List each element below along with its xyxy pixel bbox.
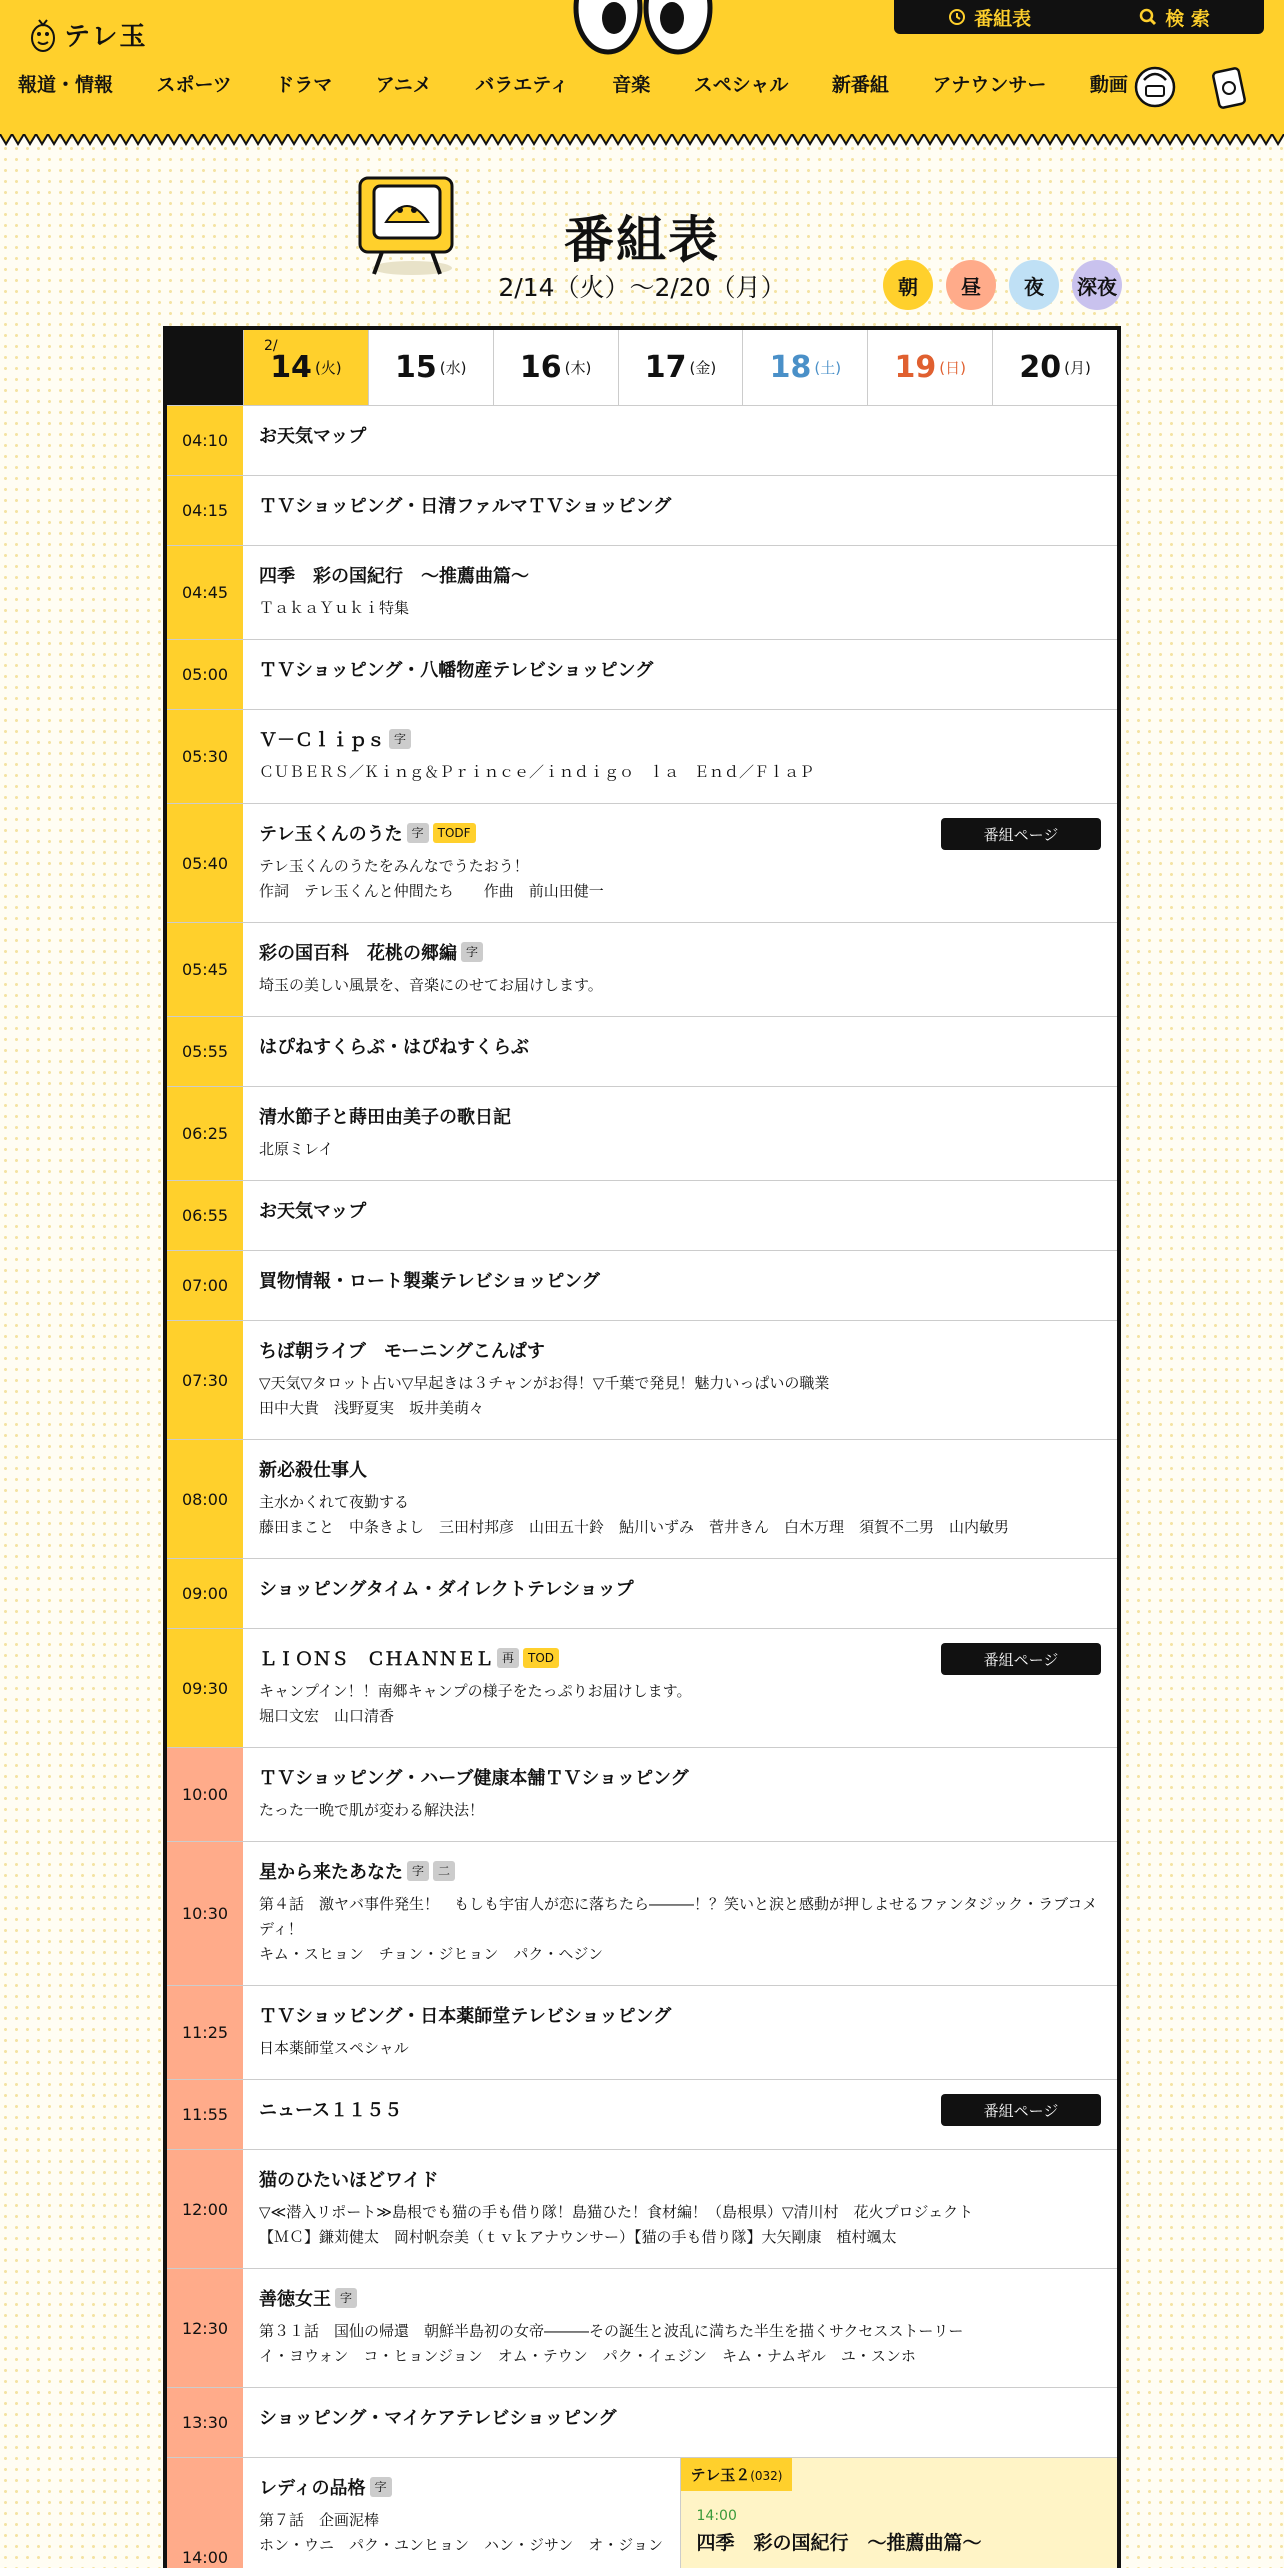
program-title-text: 清水節子と蒔田由美子の歌日記 bbox=[259, 1107, 511, 1128]
description-line: キム・スヒョン チョン・ジヒョン パク・ヘジン bbox=[259, 1945, 604, 1963]
day-weekday: (火) bbox=[314, 359, 342, 377]
program-cell[interactable] bbox=[243, 640, 1117, 709]
program-title[interactable] bbox=[259, 1103, 1101, 1129]
program-row bbox=[167, 476, 1117, 546]
clock-icon bbox=[948, 8, 966, 26]
program-tag: 字 bbox=[461, 942, 483, 962]
subchannel-code: (032) bbox=[750, 2469, 783, 2483]
day-tabs bbox=[167, 330, 1117, 406]
program-cell[interactable] bbox=[243, 2388, 1117, 2457]
program-title-text: はぴねすくらぶ・はぴねすくらぶ bbox=[259, 1037, 529, 1058]
program-title-text: ＬＩＯＮＳ ＣＨＡＮＮＥＬ bbox=[259, 1649, 493, 1670]
day-weekday: (水) bbox=[439, 359, 467, 377]
program-time: 05:55 bbox=[167, 1017, 243, 1086]
program-time: 07:00 bbox=[167, 1251, 243, 1320]
program-title-text: 善徳女王 bbox=[259, 2289, 331, 2310]
program-description bbox=[259, 2200, 1101, 2250]
program-title-text: ＴＶショッピング・八幡物産テレビショッピング bbox=[259, 660, 654, 681]
program-title-text: ショッピング・マイケアテレビショッピング bbox=[259, 2408, 617, 2429]
program-time: 12:30 bbox=[167, 2269, 243, 2387]
program-time: 09:30 bbox=[167, 1629, 243, 1747]
nav-anime[interactable]: アニメ bbox=[375, 74, 432, 96]
program-row bbox=[167, 2150, 1117, 2269]
program-row bbox=[167, 1629, 1117, 1748]
date-range: 2/14（火）〜2/20（月） bbox=[498, 273, 786, 302]
program-title-text: ＴＶショッピング・ハーブ健康本舗ＴＶショッピング bbox=[259, 1768, 689, 1789]
teletama-mascot-icon bbox=[30, 14, 56, 54]
program-time: 09:00 bbox=[167, 1559, 243, 1628]
program-title-text: 星から来たあなた bbox=[259, 1862, 403, 1883]
program-row bbox=[167, 1251, 1117, 1321]
program-cell[interactable] bbox=[243, 1559, 1117, 1628]
program-title[interactable] bbox=[259, 1858, 1101, 1884]
day-weekday: (土) bbox=[814, 359, 842, 377]
program-page-button[interactable]: 番組ページ bbox=[941, 2094, 1101, 2126]
program-time: 05:00 bbox=[167, 640, 243, 709]
program-cell[interactable] bbox=[243, 546, 1117, 639]
description-line: ＴａｋａＹｕｋｉ特集 bbox=[259, 599, 410, 617]
day-tab[interactable] bbox=[493, 330, 618, 405]
program-row bbox=[167, 2388, 1117, 2458]
description-line: 北原ミレイ bbox=[259, 1140, 334, 1158]
program-cell[interactable] bbox=[243, 1748, 1117, 1841]
program-list bbox=[167, 406, 1117, 2568]
day-tab[interactable] bbox=[867, 330, 992, 405]
program-title-text: 四季 彩の国紀行 ～推薦曲篇～ bbox=[259, 566, 529, 587]
program-title-text: 買物情報・ロート製薬テレビショッピング bbox=[259, 1271, 600, 1292]
program-description bbox=[259, 973, 1101, 998]
program-row bbox=[167, 710, 1117, 804]
program-row bbox=[167, 1440, 1117, 1559]
program-tag: TOD bbox=[523, 1648, 559, 1668]
program-time: 14:00 bbox=[167, 2458, 243, 2568]
header-zigzag-edge bbox=[0, 134, 1284, 148]
program-cell[interactable] bbox=[243, 476, 1117, 545]
program-title[interactable] bbox=[259, 2002, 1101, 2028]
program-title-text: 彩の国百科 花桃の郷編 bbox=[259, 943, 457, 964]
program-row bbox=[167, 2080, 1117, 2150]
program-cell[interactable] bbox=[243, 1181, 1117, 1250]
program-time: 07:30 bbox=[167, 1321, 243, 1439]
subchannel-tag bbox=[681, 2458, 793, 2491]
description-line: イ・ヨウォン コ・ヒョンジョン オム・テウン パク・イェジン キム・ナムギル ユ・スンホ bbox=[259, 2347, 916, 2365]
program-title[interactable] bbox=[259, 1575, 1101, 1601]
program-time: 04:15 bbox=[167, 476, 243, 545]
program-cell[interactable] bbox=[243, 923, 1117, 1016]
program-cell[interactable] bbox=[243, 406, 1117, 475]
program-title[interactable] bbox=[259, 2166, 1101, 2192]
description-line: 日本薬師堂スペシャル bbox=[259, 2039, 409, 2057]
program-time: 11:55 bbox=[167, 2080, 243, 2149]
subchannel-time: 14:00 bbox=[696, 2508, 737, 2524]
search-link-label: 検 索 bbox=[1165, 7, 1210, 30]
main-nav bbox=[18, 70, 1128, 97]
program-title-text: ショッピングタイム・ダイレクトテレショップ bbox=[259, 1579, 634, 1600]
program-title[interactable] bbox=[259, 1197, 1101, 1223]
program-time: 12:00 bbox=[167, 2150, 243, 2268]
day-number: 18 bbox=[769, 350, 812, 385]
program-title-text: ＴＶショッピング・日本薬師堂テレビショッピング bbox=[259, 2006, 672, 2027]
program-row bbox=[167, 1017, 1117, 1087]
program-cell[interactable] bbox=[243, 2458, 680, 2568]
program-page-button[interactable]: 番組ページ bbox=[941, 1643, 1101, 1675]
program-description bbox=[259, 854, 1101, 904]
description-line: 主水かくれて夜勤する bbox=[259, 1493, 410, 1511]
program-description bbox=[259, 596, 1101, 621]
program-title[interactable] bbox=[259, 939, 1101, 965]
program-row bbox=[167, 1181, 1117, 1251]
program-description bbox=[259, 2036, 1101, 2061]
program-description bbox=[259, 1490, 1101, 1540]
program-row bbox=[167, 1559, 1117, 1629]
program-cell[interactable] bbox=[243, 710, 1117, 803]
tod-morning-button[interactable]: 朝 bbox=[883, 260, 933, 310]
day-tab[interactable] bbox=[368, 330, 493, 405]
nav-sports[interactable]: スポーツ bbox=[156, 74, 232, 96]
logo-text: テレ玉 bbox=[64, 21, 148, 52]
description-line: ホン・ウニ パク・ユンヒョン ハン・ジサン オ・ジョン bbox=[259, 2536, 663, 2554]
day-weekday: (木) bbox=[564, 359, 592, 377]
program-page-button[interactable]: 番組ページ bbox=[941, 818, 1101, 850]
program-description bbox=[259, 1798, 1101, 1823]
description-line: たった一晩で肌が変わる解決法！ bbox=[259, 1801, 485, 1819]
description-line: 田中大貴 浅野夏実 坂井美萌々 bbox=[259, 1399, 485, 1417]
description-line: 第３１話 国仙の帰還 朝鮮半島初の女帝―――その誕生と波乱に満ちた半生を描くサクセスストーリー bbox=[259, 2322, 964, 2340]
nav-variety[interactable]: バラエティ bbox=[475, 74, 569, 96]
subchannel-title[interactable]: 四季 彩の国紀行 ～推薦曲篇～ bbox=[696, 2532, 982, 2554]
program-cell[interactable] bbox=[243, 1087, 1117, 1180]
program-title[interactable] bbox=[259, 726, 1101, 752]
program-tag: TODF bbox=[433, 823, 476, 843]
program-cell[interactable] bbox=[243, 2150, 1117, 2268]
program-time: 05:45 bbox=[167, 923, 243, 1016]
split-channel-cell bbox=[243, 2458, 1117, 2568]
program-title[interactable] bbox=[259, 2474, 664, 2500]
day-number: 17 bbox=[644, 350, 687, 385]
tod-late-night-button[interactable]: 深夜 bbox=[1072, 260, 1122, 310]
description-line: 藤田まこと 中条きよし 三田村邦彦 山田五十鈴 鮎川いずみ 菅井きん 白木万理 須賀不二男 山内敏男 bbox=[259, 1518, 1010, 1536]
description-line: 作詞 テレ玉くんと仲間たち 作曲 前山田健一 bbox=[259, 882, 604, 900]
nav-music[interactable]: 音楽 bbox=[612, 74, 651, 96]
teletama-app-icon[interactable] bbox=[1206, 60, 1252, 112]
day-tabs-corner bbox=[167, 330, 243, 405]
description-line: 第７話 企画泥棒 bbox=[259, 2511, 380, 2529]
program-title-text: ちば朝ライブ モーニングこんぱす bbox=[259, 1341, 545, 1362]
day-weekday: (日) bbox=[939, 359, 966, 377]
program-title[interactable] bbox=[259, 1033, 1101, 1059]
program-title-text: 新必殺仕事人 bbox=[259, 1460, 367, 1481]
mascot-eyes-icon bbox=[568, 0, 718, 60]
description-line: 第４話 激ヤバ事件発生！ もしも宇宙人が恋に落ちたら―――！？笑いと涙と感動が押しよせるファンタジック・ラブコメディ！ bbox=[259, 1895, 1098, 1938]
description-line: ▽天気▽タロット占い▽早起きは３チャンがお得！▽千葉で発見！魅力いっぱいの職業 bbox=[259, 1374, 830, 1392]
program-cell[interactable] bbox=[243, 1842, 1117, 1985]
tod-noon-button[interactable]: 昼 bbox=[946, 260, 996, 310]
program-description bbox=[259, 2508, 664, 2558]
program-time: 11:25 bbox=[167, 1986, 243, 2079]
timetable-link-label: 番組表 bbox=[974, 7, 1032, 30]
day-number: 19 bbox=[894, 350, 937, 385]
schedule-grid bbox=[163, 326, 1121, 2568]
search-icon bbox=[1139, 8, 1157, 26]
program-tag: 字 bbox=[370, 2477, 392, 2497]
program-time: 05:40 bbox=[167, 804, 243, 922]
day-tab[interactable] bbox=[742, 330, 867, 405]
program-title[interactable] bbox=[259, 422, 1101, 448]
program-tag: 字 bbox=[335, 2288, 357, 2308]
day-weekday: (金) bbox=[689, 359, 717, 377]
program-title[interactable] bbox=[259, 1456, 1101, 1482]
nav-announcers[interactable]: アナウンサー bbox=[932, 74, 1047, 96]
teletama-shop-icon[interactable] bbox=[1132, 60, 1178, 112]
program-row bbox=[167, 923, 1117, 1017]
program-title[interactable] bbox=[259, 1764, 1101, 1790]
nav-drama[interactable]: ドラマ bbox=[275, 74, 333, 96]
program-cell[interactable] bbox=[243, 2269, 1117, 2387]
subchannel-name: テレ玉２ bbox=[690, 2466, 751, 2484]
program-row bbox=[167, 640, 1117, 710]
program-row bbox=[167, 406, 1117, 476]
program-row bbox=[167, 2269, 1117, 2388]
program-title[interactable] bbox=[259, 1267, 1101, 1293]
program-row bbox=[167, 1087, 1117, 1181]
program-tag: 字 bbox=[407, 823, 429, 843]
search-link[interactable] bbox=[1139, 4, 1210, 31]
day-number: 15 bbox=[395, 350, 437, 385]
program-cell[interactable] bbox=[243, 2080, 1117, 2149]
program-time: 05:30 bbox=[167, 710, 243, 803]
program-row bbox=[167, 1842, 1117, 1986]
program-time: 06:25 bbox=[167, 1087, 243, 1180]
nav-videos[interactable]: 動画 bbox=[1089, 74, 1128, 96]
program-cell[interactable] bbox=[243, 1440, 1117, 1558]
program-description bbox=[259, 1679, 1101, 1729]
program-cell[interactable] bbox=[243, 1629, 1117, 1747]
program-cell[interactable] bbox=[243, 1321, 1117, 1439]
program-time: 08:00 bbox=[167, 1440, 243, 1558]
day-number: 20 bbox=[1019, 350, 1062, 385]
nav-special[interactable]: スペシャル bbox=[693, 74, 789, 96]
program-title-text: Ｖ－Ｃｌｉｐｓ bbox=[259, 730, 385, 751]
program-tag: 字 bbox=[389, 729, 411, 749]
site-logo[interactable] bbox=[30, 14, 147, 54]
day-number: 16 bbox=[519, 350, 562, 385]
program-description bbox=[259, 1371, 1101, 1421]
page-heading bbox=[0, 160, 1284, 320]
program-title[interactable] bbox=[259, 1337, 1101, 1363]
program-row bbox=[167, 1748, 1117, 1842]
program-row bbox=[167, 804, 1117, 923]
program-row bbox=[167, 2458, 1117, 2568]
program-description bbox=[259, 1137, 1101, 1162]
program-time: 04:45 bbox=[167, 546, 243, 639]
program-title-text: レディの品格 bbox=[259, 2478, 366, 2499]
description-line: ▽≪潜入リポート≫島根でも猫の手も借り隊！島猫ひた！食材編！（島根県）▽清川村 花火プロジェクト bbox=[259, 2203, 974, 2221]
program-time: 10:30 bbox=[167, 1842, 243, 1985]
description-line: ＣＵＢＥＲＳ／Ｋｉｎｇ＆Ｐｒｉｎｃｅ／ｉｎｄｉｇｏ ｌａ Ｅｎｄ／ＦｌａＰ bbox=[259, 763, 815, 781]
program-time: 10:00 bbox=[167, 1748, 243, 1841]
program-cell[interactable] bbox=[243, 804, 1117, 922]
time-of-day-buttons bbox=[883, 260, 1122, 310]
program-tag: 再 bbox=[497, 1648, 519, 1668]
program-title-text: テレ玉くんのうた bbox=[259, 824, 403, 845]
description-line: テレ玉くんのうたをみんなでうたおう！ bbox=[259, 857, 529, 875]
program-cell[interactable] bbox=[243, 1986, 1117, 2079]
day-month: 2/ bbox=[264, 338, 278, 354]
site-header bbox=[0, 0, 1284, 136]
program-title[interactable] bbox=[259, 492, 1101, 518]
program-title-text: お天気マップ bbox=[259, 426, 367, 447]
program-cell[interactable] bbox=[243, 1017, 1117, 1086]
program-time: 13:30 bbox=[167, 2388, 243, 2457]
program-title[interactable] bbox=[259, 562, 1101, 588]
program-tag: 二 bbox=[433, 1861, 455, 1881]
program-time: 04:10 bbox=[167, 406, 243, 475]
program-description bbox=[259, 2319, 1101, 2369]
program-title-text: お天気マップ bbox=[259, 1201, 367, 1222]
nav-news[interactable]: 報道・情報 bbox=[18, 74, 114, 96]
program-tag: 字 bbox=[407, 1861, 429, 1881]
top-utility-bar bbox=[894, 0, 1264, 34]
program-cell[interactable] bbox=[243, 1251, 1117, 1320]
subchannel-cell[interactable] bbox=[680, 2458, 1118, 2568]
program-title-text: ＴＶショッピング・日清ファルマＴＶショッピング bbox=[259, 496, 672, 517]
program-row bbox=[167, 546, 1117, 640]
program-title-text: 猫のひたいほどワイド bbox=[259, 2170, 439, 2191]
program-title[interactable] bbox=[259, 2285, 1101, 2311]
day-tab[interactable] bbox=[618, 330, 743, 405]
program-row bbox=[167, 1321, 1117, 1440]
program-description bbox=[259, 760, 1101, 785]
day-tab[interactable] bbox=[992, 330, 1117, 405]
description-line: 堀口文宏 山口清香 bbox=[259, 1707, 395, 1725]
day-tab[interactable] bbox=[243, 330, 368, 405]
day-number: 14 bbox=[270, 350, 312, 385]
timetable-link[interactable] bbox=[948, 4, 1031, 31]
program-row bbox=[167, 1986, 1117, 2080]
program-description bbox=[259, 1892, 1101, 1967]
page-title: 番組表 bbox=[564, 211, 720, 269]
program-title-text: ニュース１１５５ bbox=[259, 2100, 403, 2121]
description-line: キャンプイン！！南郷キャンプの様子をたっぷりお届けします。 bbox=[259, 1682, 692, 1700]
tod-night-button[interactable]: 夜 bbox=[1009, 260, 1059, 310]
program-title[interactable] bbox=[259, 656, 1101, 682]
description-line: 埼玉の美しい風景を、音楽にのせてお届けします。 bbox=[259, 976, 603, 994]
program-time: 06:55 bbox=[167, 1181, 243, 1250]
nav-new-programs[interactable]: 新番組 bbox=[831, 74, 889, 96]
program-title[interactable] bbox=[259, 2404, 1101, 2430]
day-weekday: (月) bbox=[1064, 359, 1091, 377]
description-line: 【ＭＣ】鎌苅健太 岡村帆奈美（ｔｖｋアナウンサー）【猫の手も借り隊】大矢剛康 植村颯太 bbox=[259, 2228, 897, 2246]
